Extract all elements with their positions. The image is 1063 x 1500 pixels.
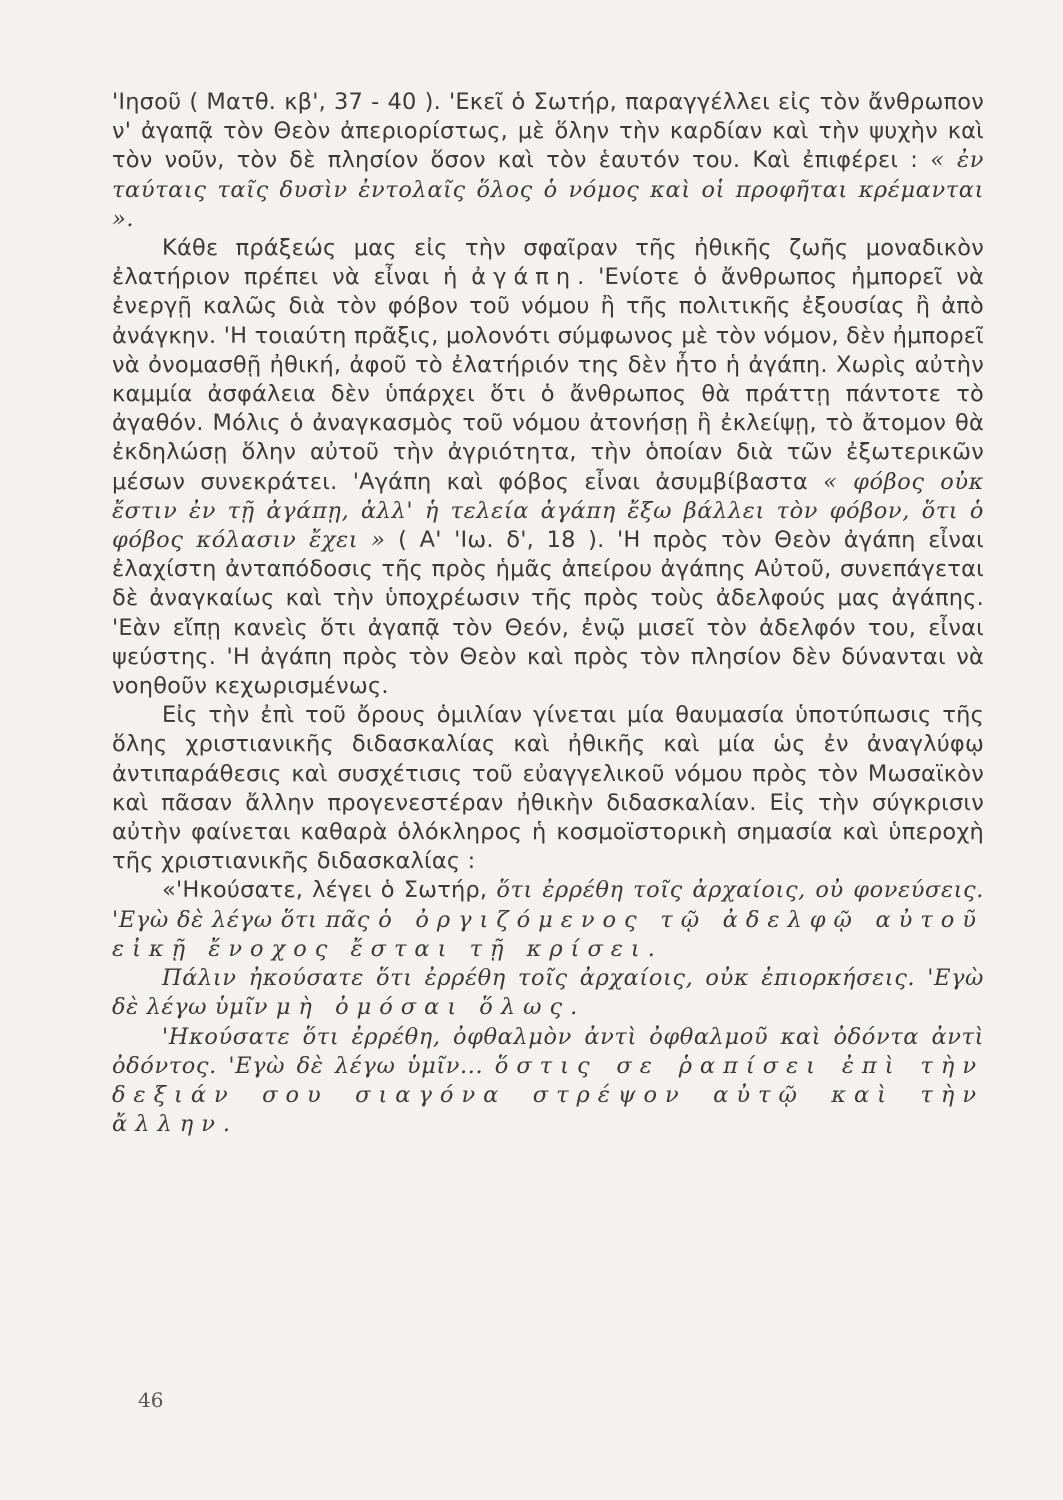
paragraph-4 [112, 876, 984, 964]
page-number: 46 [138, 1388, 164, 1412]
paragraph-1 [112, 88, 984, 234]
quote-segment: 'Ηκούσατε ὅτι ἐρρέθη, ὀφθαλμὸν ἀντὶ ὀφθαλμοῦ καὶ ὀδόντα ἀντὶ ὀδόντος. 'Εγὼ δὲ λέγω ὑμῖν... [112, 1023, 984, 1079]
document-page [112, 88, 984, 1139]
text-segment: «'Ηκούσατε, λέγει ὁ Σωτήρ, [162, 877, 497, 904]
text-segment: Κάθε πράξεώς μας εἰς τὴν σφαῖραν τῆς ἠθικῆς ζωῆς μοναδικὸν ἐλατήριον πρέπει νὰ εἶναι ἡ [112, 235, 984, 291]
emphasis-quote-segment: ὁ ὀργιζόμενος τῷ ἀδελφῷ αὐτοῦ εἰκῇ ἔνοχος ἔσται τῇ κρίσει. [112, 906, 984, 962]
emphasis-quote-segment: ὅστις σε ῥαπίσει ἐπὶ τὴν δεξιάν σου σιαγόνα στρέψον αὐτῷ καὶ τὴν ἄλλην. [112, 1052, 985, 1138]
text-segment: Εἰς τὴν ἐπὶ τοῦ ὄρους ὁμιλίαν γίνεται μία θαυμασία ὑποτύπωσις τῆς ὅλης χριστιανικῆς διδασκαλίας καὶ ἠθικῆς καὶ μία ὡς ἐν ἀναγλύφῳ ἀντιπαράθεσις καὶ συσχέτισις τοῦ εὐαγγελικοῦ νόμου πρὸς τὸν Μωσαϊκὸν καὶ πᾶσαν ἄλλην προγενεστέραν ἠθικὴν διδασκαλίαν. Εἰς τὴν σύγκρισιν αὐτὴν φαίνεται καθαρὰ ὁλόκληρος ἡ κοσμοϊστορικὴ σημασία καὶ ὑπεροχὴ τῆς χριστιανικῆς διδασκαλίας : [112, 702, 984, 875]
text-segment: . 'Ενίοτε ὁ ἄνθρωπος ἠμπορεῖ νὰ ἐνεργῇ καλῶς διὰ τὸν φόβον τοῦ νόμου ἢ τῆς πολιτικῆς ἐξουσίας ἢ ἀπὸ ἀνάγκην. 'Η τοιαύτη πρᾶξις, μολονότι σύμφωνος μὲ τὸν νόμον, δὲν ἠμπορεῖ νὰ ὀνομασθῇ ἠθική, ἀφοῦ τὸ ἐλατήριόν της δὲν ἦτο ἡ ἀγάπη. Χωρὶς αὐτὴν καμμία ἀσφάλεια δὲν ὑπάρχει ὅτι ὁ ἄνθρωπος θὰ πράττῃ πάντοτε τὸ ἀγαθόν. Μόλις ὁ ἀναγκασμὸς τοῦ νόμου ἀτονήσῃ ἢ ἐκλείψῃ, τὸ ἄτομον θὰ ἐκδηλώσῃ ὅλην αὐτοῦ τὴν ἀγριότητα, τὴν ὁποίαν διὰ τῶν ἐξωτερικῶν μέσων συνεκράτει. 'Αγάπη καὶ φόβος εἶναι ἀσυμβίβαστα [112, 264, 985, 495]
quote-segment: « φόβος οὐκ ἔστιν ἐν τῇ ἀγάπῃ, ἀλλ' ἡ τελεία ἀγάπη ἔξω βάλλει τὸν φόβον, ὅτι ὁ φόβος κόλασιν ἔχει » [112, 468, 984, 554]
emphasis-segment: ἀγάπη [471, 264, 578, 291]
emphasis-quote-segment: μὴ ὀμόσαι ὅλως. [275, 994, 586, 1021]
text-segment: ( Α' 'Ιω. δ', 18 ). 'Η πρὸς τὸν Θεὸν ἀγάπη εἶναι ἐλαχίστη ἀνταπόδοσις τῆς πρὸς ἡμᾶς ἀπείρου ἀγάπης Αὐτοῦ, συνεπάγεται δὲ ἀναγκαίως καὶ τὴν ὑποχρέωσιν τῆς πρὸς τοὺς ἀδελφούς μας ἀγάπης. 'Εὰν εἴπῃ κανεὶς ὅτι ἀγαπᾷ τὸν Θεόν, ἐνῷ μισεῖ τὸν ἀδελφόν του, εἶναι ψεύστης. 'Η ἀγάπη πρὸς τὸν Θεὸν καὶ πρὸς τὸν πλησίον δὲν δύνανται νὰ νοηθοῦν κεχωρισμένως. [112, 527, 984, 700]
paragraph-5 [112, 964, 984, 1022]
quote-segment: Πάλιν ἠκούσατε ὅτι ἐρρέθη τοῖς ἀρχαίοις, οὐκ ἐπιορκήσεις. 'Εγὼ δὲ λέγω ὑμῖν [112, 965, 984, 1021]
text-segment: 'Ιησοῦ ( Ματθ. κβ', 37 - 40 ). 'Εκεῖ ὁ Σωτήρ, παραγγέλλει εἰς τὸν ἄνθρωπον ν' ἀγαπᾷ τὸν Θεὸν ἀπεριορίστως, μὲ ὅλην τὴν καρδίαν καὶ τὴν ψυχὴν καὶ τὸν νοῦν, τὸν δὲ πλησίον ὅσον καὶ τὸν ἑαυτόν του. Καὶ ἐπιφέρει : [112, 89, 984, 174]
paragraph-3 [112, 701, 984, 876]
quote-segment: « ἐν ταύταις ταῖς δυσὶν ἐντολαῖς ὅλος ὁ νόμος καὶ οἱ προφῆται κρέμανται ». [112, 147, 984, 232]
paragraph-6 [112, 1023, 984, 1140]
paragraph-2 [112, 234, 984, 701]
quote-segment: ὅτι ἐρρέθη τοῖς ἀρχαίοις, οὐ φονεύσεις. 'Εγὼ δὲ λέγω ὅτι πᾶς [112, 877, 984, 933]
